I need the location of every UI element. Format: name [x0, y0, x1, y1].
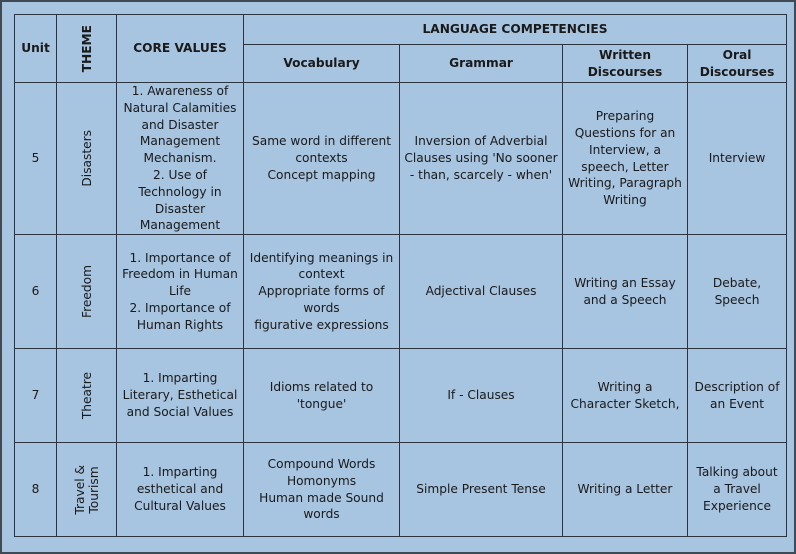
core-values-cell	[117, 83, 244, 235]
theme-cell	[57, 349, 117, 443]
table-row	[15, 235, 787, 349]
written-discourses-cell	[563, 349, 688, 443]
table-row	[15, 349, 787, 443]
theme-label-line: Travel &	[72, 464, 87, 515]
vocabulary-cell	[244, 235, 400, 349]
core-values-cell	[117, 235, 244, 349]
header-row-top	[15, 15, 787, 45]
unit-cell: 8	[15, 443, 57, 537]
vocabulary-cell	[244, 83, 400, 235]
oral-discourses-cell	[688, 83, 787, 235]
header-vocabulary: Vocabulary	[244, 45, 400, 83]
core-values-line: 1. Awareness of Natural Calamities and Disaster Management Mechanism.	[123, 84, 237, 166]
header-unit: Unit	[15, 15, 57, 83]
header-theme-label: THEME	[79, 24, 94, 73]
vocabulary-line: Identifying meanings in context	[249, 250, 394, 282]
vocabulary-line: Human made Sound words	[259, 490, 384, 522]
vocabulary-line: Same word in different contexts	[251, 134, 392, 166]
table-row	[15, 83, 787, 235]
theme-cell	[57, 235, 117, 349]
header-oral-discourses: Oral Discourses	[688, 45, 787, 83]
table-body	[15, 83, 787, 537]
vocabulary-line: Compound Words	[267, 457, 376, 472]
grammar-cell	[400, 443, 563, 537]
oral-discourses-cell	[688, 349, 787, 443]
vocabulary-line: Homonyms	[286, 473, 357, 488]
written-discourses-line: Writing a Letter	[577, 482, 673, 497]
written-discourses-cell	[563, 443, 688, 537]
theme-label	[80, 130, 94, 187]
core-values-cell	[117, 349, 244, 443]
oral-discourses-cell	[688, 235, 787, 349]
grammar-line: If - Clauses	[447, 388, 515, 403]
vocabulary-line: Appropriate forms of words	[258, 284, 385, 316]
oral-discourses-line: Debate, Speech	[712, 275, 762, 307]
theme-cell	[57, 83, 117, 235]
curriculum-table	[14, 14, 787, 537]
written-discourses-line: Preparing Questions for an Interview, a speech, Letter Writing, Paragraph Writing	[568, 109, 682, 208]
vocabulary-line: Concept mapping	[267, 167, 376, 182]
vocabulary-line: figurative expressions	[254, 317, 389, 332]
theme-label	[80, 372, 94, 419]
grammar-line: Adjectival Clauses	[425, 284, 537, 299]
grammar-cell	[400, 349, 563, 443]
core-values-line: 1. Imparting esthetical and Cultural Values	[134, 465, 226, 514]
core-values-cell	[117, 443, 244, 537]
grammar-cell	[400, 83, 563, 235]
oral-discourses-line: Interview	[708, 151, 766, 166]
header-theme	[57, 15, 117, 83]
written-discourses-line: Writing a Character Sketch,	[570, 379, 680, 411]
vocabulary-cell	[244, 443, 400, 537]
written-discourses-cell	[563, 83, 688, 235]
theme-label-line: Freedom	[79, 265, 94, 319]
core-values-line: 1. Importance of Freedom in Human Life	[122, 250, 238, 299]
header-language-competencies: LANGUAGE COMPETENCIES	[244, 15, 787, 45]
theme-label-line: Tourism	[86, 466, 101, 514]
grammar-line: Inversion of Adverbial Clauses using 'No sooner - than, scarcely - when'	[404, 134, 558, 182]
core-values-line: 1. Imparting Literary, Esthetical and Social Values	[122, 371, 238, 420]
header-core-values: CORE VALUES	[117, 15, 244, 83]
grammar-cell	[400, 235, 563, 349]
oral-discourses-cell	[688, 443, 787, 537]
vocabulary-cell	[244, 349, 400, 443]
theme-label-line: Disasters	[79, 130, 94, 187]
unit-cell: 6	[15, 235, 57, 349]
theme-label-line: Theatre	[79, 372, 94, 420]
header-written-discourses: Written Discourses	[563, 45, 688, 83]
unit-cell: 7	[15, 349, 57, 443]
written-discourses-line: Writing an Essay and a Speech	[574, 275, 676, 307]
theme-label	[73, 465, 101, 515]
vocabulary-line: Idioms related to 'tongue'	[269, 379, 374, 411]
theme-cell	[57, 443, 117, 537]
core-values-line: 2. Use of Technology in Disaster Management	[138, 167, 222, 233]
oral-discourses-line: Description of an Event	[694, 379, 780, 411]
table-row	[15, 443, 787, 537]
unit-cell: 5	[15, 83, 57, 235]
core-values-line: 2. Importance of Human Rights	[129, 301, 231, 332]
header-grammar: Grammar	[400, 45, 563, 83]
grammar-line: Simple Present Tense	[416, 482, 546, 497]
written-discourses-cell	[563, 235, 688, 349]
oral-discourses-line: Talking about a Travel Experience	[696, 465, 778, 514]
theme-label	[80, 265, 94, 318]
